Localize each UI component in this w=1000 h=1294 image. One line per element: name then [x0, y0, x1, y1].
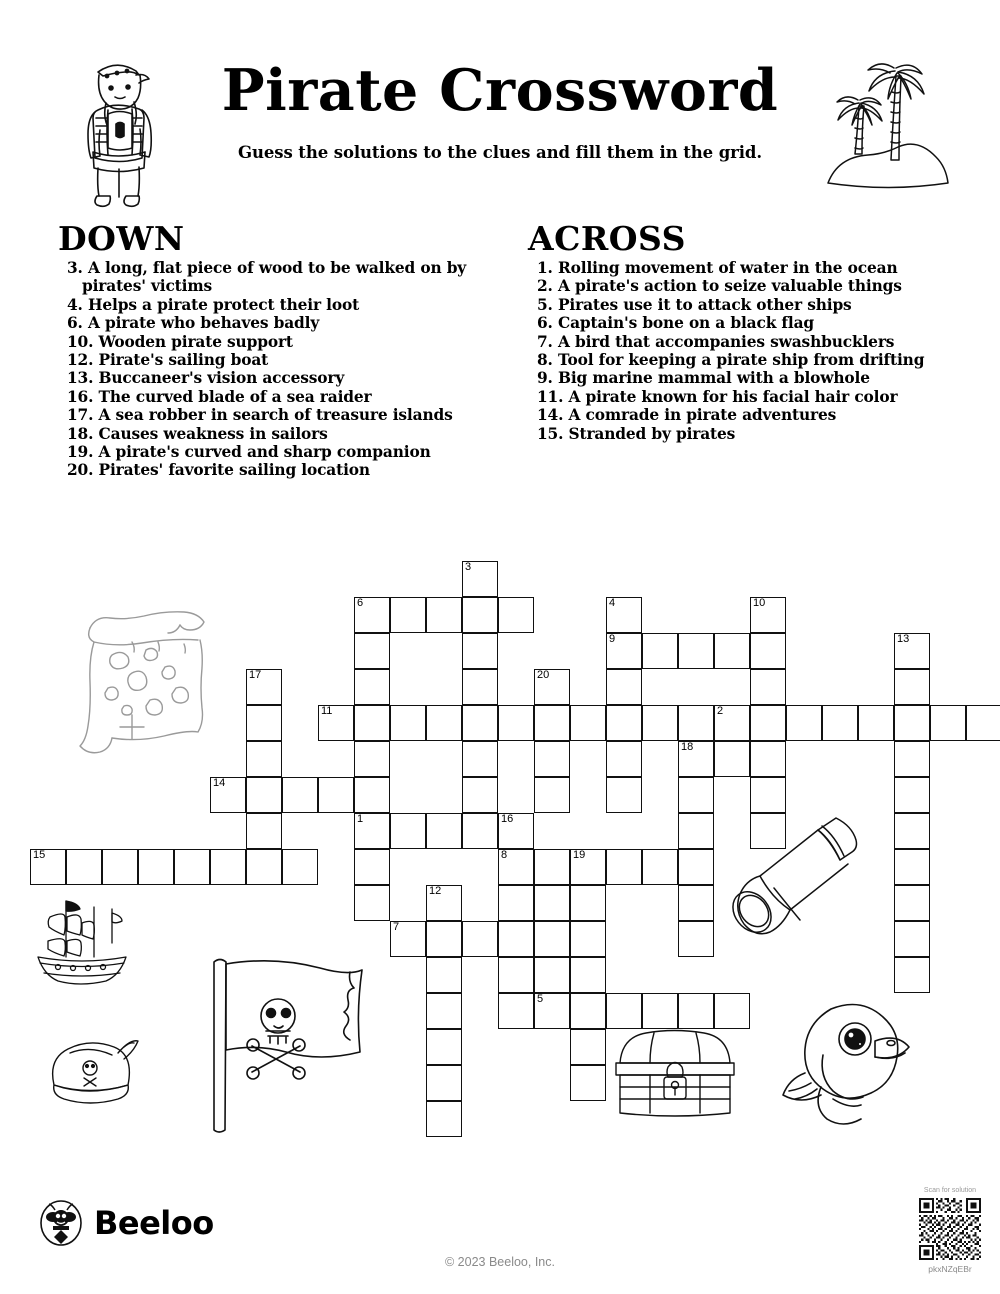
grid-cell[interactable] [570, 849, 606, 885]
down-heading: DOWN [58, 219, 185, 258]
clue-number: 15. [537, 424, 564, 443]
grid-cell[interactable] [426, 813, 462, 849]
grid-cell[interactable] [570, 921, 606, 957]
grid-cell[interactable] [894, 705, 930, 741]
grid-cell[interactable] [714, 633, 750, 669]
grid-cell[interactable] [210, 777, 246, 813]
grid-cell-number: 10 [753, 597, 766, 609]
grid-cell[interactable] [462, 597, 498, 633]
clue-number: 1. [537, 259, 553, 277]
grid-cell[interactable] [246, 741, 282, 777]
grid-cell[interactable] [534, 849, 570, 885]
grid-cell[interactable] [462, 669, 498, 705]
grid-cell[interactable] [570, 705, 606, 741]
grid-cell-number: 15 [33, 849, 46, 861]
clue-text: Pirates' favorite sailing location [93, 461, 370, 480]
grid-cell-number: 14 [213, 777, 226, 789]
clue-text: Tool for keeping a pirate ship from drifting [552, 351, 925, 370]
grid-cell[interactable] [894, 741, 930, 777]
clue-text: Captain's bone on a black flag [552, 314, 815, 333]
grid-cell[interactable] [786, 705, 822, 741]
grid-cell[interactable] [426, 1065, 462, 1101]
grid-cell[interactable] [894, 957, 930, 993]
grid-cell[interactable] [894, 777, 930, 813]
jolly-roger-flag-icon [200, 950, 375, 1140]
grid-cell[interactable] [678, 813, 714, 849]
grid-cell[interactable] [570, 993, 606, 1029]
grid-cell[interactable] [426, 957, 462, 993]
grid-cell[interactable] [570, 957, 606, 993]
pirate-ship-icon [28, 895, 138, 990]
grid-cell-number: 9 [609, 633, 616, 645]
brand-block [40, 1200, 214, 1246]
grid-cell[interactable] [354, 777, 390, 813]
clue-number: 11. [537, 387, 564, 406]
grid-cell[interactable] [606, 777, 642, 813]
grid-cell[interactable] [750, 633, 786, 669]
grid-cell[interactable] [894, 813, 930, 849]
grid-cell[interactable] [354, 705, 390, 741]
clue-text: Buccaneer's vision accessory [93, 369, 345, 388]
grid-cell[interactable] [606, 705, 642, 741]
qr-token: pkxNZqEBr [928, 1264, 972, 1274]
clue-number: 7. [537, 332, 553, 351]
grid-cell-number: 2 [717, 705, 724, 717]
grid-cell[interactable] [462, 561, 498, 597]
clue-text: A bird that accompanies swashbucklers [552, 332, 895, 351]
clue-text: A pirate known for his facial hair color [563, 387, 898, 406]
grid-cell[interactable] [534, 993, 570, 1029]
grid-cell[interactable] [678, 921, 714, 957]
spyglass-icon [718, 812, 873, 947]
grid-cell[interactable] [498, 705, 534, 741]
grid-cell[interactable] [498, 993, 534, 1029]
page-footer [0, 1180, 1000, 1294]
grid-cell[interactable] [66, 849, 102, 885]
grid-cell[interactable] [498, 921, 534, 957]
grid-cell[interactable] [498, 813, 534, 849]
grid-cell[interactable] [714, 705, 750, 741]
grid-cell[interactable] [534, 669, 570, 705]
grid-cell[interactable] [498, 885, 534, 921]
clue-text: A pirate who behaves badly [82, 314, 320, 333]
clue-text: A pirate's curved and sharp companion [93, 443, 431, 462]
clue-text: Big marine mammal with a blowhole [552, 369, 870, 388]
grid-cell[interactable] [858, 705, 894, 741]
grid-cell[interactable] [246, 813, 282, 849]
clue-text: Causes weakness in sailors [93, 424, 328, 443]
grid-cell[interactable] [318, 777, 354, 813]
grid-cell[interactable] [462, 813, 498, 849]
clue-number: 13. [67, 369, 94, 388]
grid-cell[interactable] [318, 705, 354, 741]
clue-number: 14. [537, 406, 564, 425]
grid-cell[interactable] [678, 705, 714, 741]
grid-cell[interactable] [642, 633, 678, 669]
grid-cell[interactable] [390, 597, 426, 633]
grid-cell-number: 3 [465, 561, 472, 573]
grid-cell[interactable] [246, 777, 282, 813]
grid-cell[interactable] [894, 669, 930, 705]
grid-cell-number: 19 [573, 849, 586, 861]
clue-number: 5. [537, 295, 553, 314]
grid-cell[interactable] [498, 849, 534, 885]
grid-cell[interactable] [642, 849, 678, 885]
clue-number: 9. [537, 369, 553, 388]
grid-cell[interactable] [750, 669, 786, 705]
grid-cell[interactable] [354, 741, 390, 777]
grid-cell[interactable] [426, 921, 462, 957]
clue-number: 4. [67, 295, 83, 314]
treasure-map-icon [72, 600, 222, 765]
grid-cell-number: 12 [429, 885, 442, 897]
grid-cell[interactable] [354, 597, 390, 633]
clue-text: Rolling movement of water in the ocean [552, 259, 898, 277]
page-title: Pirate Crossword [221, 57, 779, 124]
grid-cell[interactable] [678, 777, 714, 813]
across-heading: ACROSS [528, 219, 686, 258]
clue-text: Pirates use it to attack other ships [552, 295, 852, 314]
grid-cell[interactable] [570, 885, 606, 921]
grid-cell[interactable] [606, 669, 642, 705]
grid-cell-number: 1 [357, 813, 364, 825]
clue-text: Wooden pirate support [93, 332, 293, 351]
grid-cell[interactable] [462, 705, 498, 741]
grid-cell[interactable] [498, 957, 534, 993]
treasure-chest-icon [610, 1025, 740, 1120]
grid-cell-number: 17 [249, 669, 262, 681]
grid-cell[interactable] [426, 993, 462, 1029]
clue-text: Helps a pirate protect their loot [82, 295, 360, 314]
grid-cell[interactable] [966, 705, 1000, 741]
pirate-hat-icon [40, 1035, 140, 1110]
clue-text: The curved blade of a sea raider [93, 387, 372, 406]
grid-cell[interactable] [570, 1029, 606, 1065]
brand-name: Beeloo [94, 1204, 214, 1242]
grid-cell[interactable] [426, 705, 462, 741]
grid-cell[interactable] [498, 597, 534, 633]
grid-cell[interactable] [246, 705, 282, 741]
grid-cell[interactable] [534, 957, 570, 993]
grid-cell[interactable] [462, 633, 498, 669]
grid-cell[interactable] [678, 633, 714, 669]
grid-cell[interactable] [714, 993, 750, 1029]
clue-number: 16. [67, 387, 94, 406]
grid-cell-number: 7 [393, 921, 400, 933]
grid-cell[interactable] [354, 669, 390, 705]
grid-cell[interactable] [678, 885, 714, 921]
clue-number: 6. [67, 314, 83, 333]
grid-cell[interactable] [714, 741, 750, 777]
grid-cell[interactable] [678, 993, 714, 1029]
grid-cell[interactable] [534, 921, 570, 957]
grid-cell[interactable] [606, 849, 642, 885]
qr-caption: Scan for solution [923, 1187, 977, 1194]
grid-cell[interactable] [390, 813, 426, 849]
grid-cell-number: 5 [537, 993, 544, 1005]
grid-cell-number: 18 [681, 741, 694, 753]
clue-number: 10. [67, 332, 94, 351]
grid-cell[interactable] [570, 1065, 606, 1101]
clue-text: A sea robber in search of treasure islands [93, 406, 453, 425]
grid-cell[interactable] [930, 705, 966, 741]
grid-cell-number: 16 [501, 813, 514, 825]
grid-cell[interactable] [606, 741, 642, 777]
grid-cell[interactable] [822, 705, 858, 741]
grid-cell[interactable] [426, 1101, 462, 1137]
grid-cell[interactable] [426, 597, 462, 633]
clue-text: A comrade in pirate adventures [563, 406, 837, 425]
grid-cell[interactable] [210, 849, 246, 885]
grid-cell[interactable] [354, 633, 390, 669]
page-subtitle: Guess the solutions to the clues and fill them in the grid. [237, 143, 762, 162]
grid-cell[interactable] [282, 849, 318, 885]
grid-cell[interactable] [174, 849, 210, 885]
grid-cell[interactable] [246, 669, 282, 705]
clue-text: A long, flat piece of wood to be walked on by pirates' victims [82, 259, 467, 296]
grid-cell-number: 20 [537, 669, 550, 681]
grid-cell[interactable] [462, 741, 498, 777]
clue-number: 20. [67, 461, 94, 480]
grid-cell-number: 6 [357, 597, 364, 609]
clue-number: 8. [537, 351, 553, 370]
grid-cell[interactable] [642, 705, 678, 741]
grid-cell[interactable] [750, 741, 786, 777]
grid-cell[interactable] [30, 849, 66, 885]
clue-text: Pirate's sailing boat [93, 351, 269, 370]
grid-cell[interactable] [642, 993, 678, 1029]
grid-cell[interactable] [390, 921, 426, 957]
clue-number: 12. [67, 351, 94, 370]
grid-cell[interactable] [894, 633, 930, 669]
grid-cell[interactable] [534, 741, 570, 777]
grid-cell[interactable] [462, 921, 498, 957]
clue-text: A pirate's action to seize valuable things [552, 277, 902, 296]
clue-number: 6. [537, 314, 553, 333]
grid-cell[interactable] [606, 633, 642, 669]
clue-number: 18. [67, 424, 94, 443]
clue-number: 17. [67, 406, 94, 425]
grid-cell[interactable] [354, 813, 390, 849]
grid-cell[interactable] [750, 597, 786, 633]
grid-cell[interactable] [426, 1029, 462, 1065]
clue-number: 19. [67, 443, 94, 462]
grid-cell[interactable] [390, 705, 426, 741]
grid-cell[interactable] [246, 849, 282, 885]
grid-cell-number: 13 [897, 633, 910, 645]
copyright-text: © 2023 Beeloo, Inc. [445, 1255, 555, 1269]
grid-cell[interactable] [354, 885, 390, 921]
grid-cell[interactable] [678, 741, 714, 777]
grid-cell[interactable] [426, 885, 462, 921]
bee-logo-icon [40, 1200, 82, 1246]
grid-cell[interactable] [750, 777, 786, 813]
clue-number: 2. [537, 277, 553, 296]
clue-number: 3. [67, 259, 83, 277]
grid-cell-number: 8 [501, 849, 508, 861]
qr-block[interactable] [908, 1186, 992, 1275]
grid-cell[interactable] [894, 921, 930, 957]
grid-cell[interactable] [282, 777, 318, 813]
grid-cell[interactable] [606, 597, 642, 633]
grid-cell[interactable] [606, 993, 642, 1029]
grid-cell[interactable] [894, 849, 930, 885]
grid-cell[interactable] [750, 705, 786, 741]
grid-cell[interactable] [534, 885, 570, 921]
grid-cell[interactable] [354, 849, 390, 885]
parrot-icon [775, 995, 915, 1125]
grid-cell[interactable] [534, 777, 570, 813]
grid-cell[interactable] [138, 849, 174, 885]
grid-cell[interactable] [102, 849, 138, 885]
qr-code-icon[interactable] [919, 1198, 981, 1260]
grid-cell-number: 4 [609, 597, 616, 609]
grid-cell[interactable] [894, 885, 930, 921]
grid-cell[interactable] [534, 705, 570, 741]
grid-cell[interactable] [462, 777, 498, 813]
grid-cell-number: 11 [321, 705, 333, 717]
grid-cell[interactable] [678, 849, 714, 885]
clue-text: Stranded by pirates [563, 424, 736, 443]
